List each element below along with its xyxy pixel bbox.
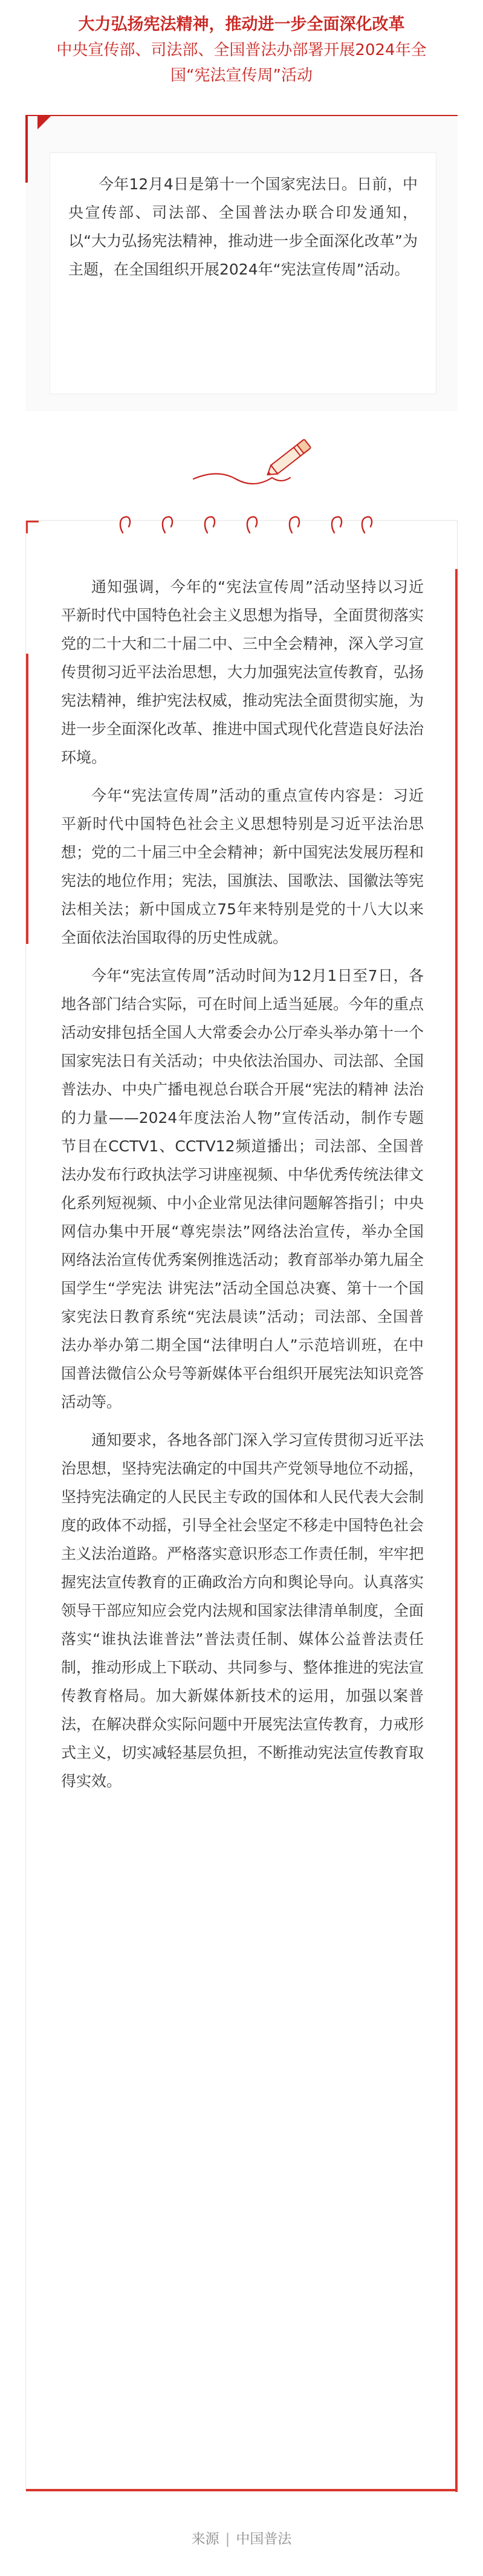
main-box-content: [61, 573, 424, 1805]
subtitle-line-2: 国“宪法宣传周”活动: [170, 67, 313, 85]
headline: [0, 12, 483, 88]
source-label: 来源: [191, 2531, 219, 2547]
intro-paragraph: 今年12月4日是第十一个国家宪法日。日前，中央宣传部、司法部、全国普法办联合印发通知，以“大力弘扬宪法精神，推动进一步全面深化改革”为主题，在全国组织开展2024年“宪法宣传周”活动。: [68, 175, 418, 278]
main-box: [25, 520, 458, 2491]
source-name: 中国普法: [236, 2531, 292, 2547]
main-box-right-accent: [455, 569, 458, 2492]
intro-box-corner-mark: [37, 116, 51, 129]
main-box-left-accent: [26, 654, 28, 944]
article-subtitle: [0, 37, 483, 88]
main-box-bottom-accent: [26, 2489, 457, 2491]
body-paragraph-3: 今年“宪法宣传周”活动时间为12月1日至7日，各地各部门结合实际，可在时间上适当延展。今年的重点活动安排包括全国人大常委会办公厅牵头举办第十一个国家宪法日有关活动；中央依法治国办、司法部、全国普法办、中央广播电视总台联合开展“宪法的精神 法治的力量——2024年度法治人物”宣传活动，制作专题节目在CCTV1、CCTV12频道播出；司法部、全国普法办发布行政执法学习讲座视频、中华优秀传统法律文化系列短视频、中小企业常见法律问题解答指引；中央网信办集中开展“尊宪崇法”网络法治宣传，举办全国网络法治宣传优秀案例推选活动；教育部举办第九届全国学生“学宪法 讲宪法”活动全国总决赛、第十一个国家宪法日教育系统“宪法晨读”活动；司法部、全国普法办举办第二期全国“法律明白人”示范培训班，在中国普法微信公众号等新媒体平台组织开展宪法知识竞答活动等。: [61, 967, 424, 1411]
main-box-corner: [26, 521, 39, 533]
source-separator: |: [225, 2531, 230, 2547]
subtitle-line-1: 中央宣传部、司法部、全国普法办部署开展2024年全: [56, 41, 427, 59]
intro-box: [25, 115, 458, 411]
intro-box-content: [50, 152, 436, 394]
pen-icon: [181, 435, 326, 496]
body-paragraph-1: 通知强调，今年的“宪法宣传周”活动坚持以习近平新时代中国特色社会主义思想为指导，全面贯彻落实党的二十大和二十届二中、三中全会精神，深入学习宣传贯彻习近平法治思想，大力加强宪法宣传教育，弘扬宪法精神，维护宪法权威，推动宪法全面贯彻实施，为进一步全面深化改革、推进中国式现代化营造良好法治环境。: [61, 578, 424, 766]
body-paragraph-2: 今年“宪法宣传周”活动的重点宣传内容是：习近平新时代中国特色社会主义思想特别是习近平法治思想；党的二十届三中全会精神；新中国宪法发展历程和宪法的地位作用；宪法，国旗法、国歌法、国徽法等宪法相关法；新中国成立75年来特别是党的十八大以来全面依法治国取得的历史性成就。: [61, 787, 424, 946]
binder-rings-icon: [117, 512, 377, 536]
intro-box-accent-bar: [25, 116, 28, 183]
article-title: 大力弘扬宪法精神，推动进一步全面深化改革: [78, 15, 405, 34]
body-paragraph-4: 通知要求，各地各部门深入学习宣传贯彻习近平法治思想，坚持宪法确定的中国共产党领导地位不动摇，坚持宪法确定的人民民主专政的国体和人民代表大会制度的政体不动摇，引导全社会坚定不移走中国特色社会主义法治道路。严格落实意识形态工作责任制，牢牢把握宪法宣传教育的正确政治方向和舆论导向。认真落实领导干部应知应会党内法规和国家法律清单制度，全面落实“谁执法谁普法”普法责任制、媒体公益普法责任制，推动形成上下联动、共同参与、整体推进的宪法宣传教育格局。加大新媒体新技术的运用，加强以案普法，在解决群众实际问题中开展宪法宣传教育，力戒形式主义，切实减轻基层负担，不断推动宪法宣传教育取得实效。: [61, 1431, 424, 1790]
source-credit: [0, 2528, 483, 2548]
